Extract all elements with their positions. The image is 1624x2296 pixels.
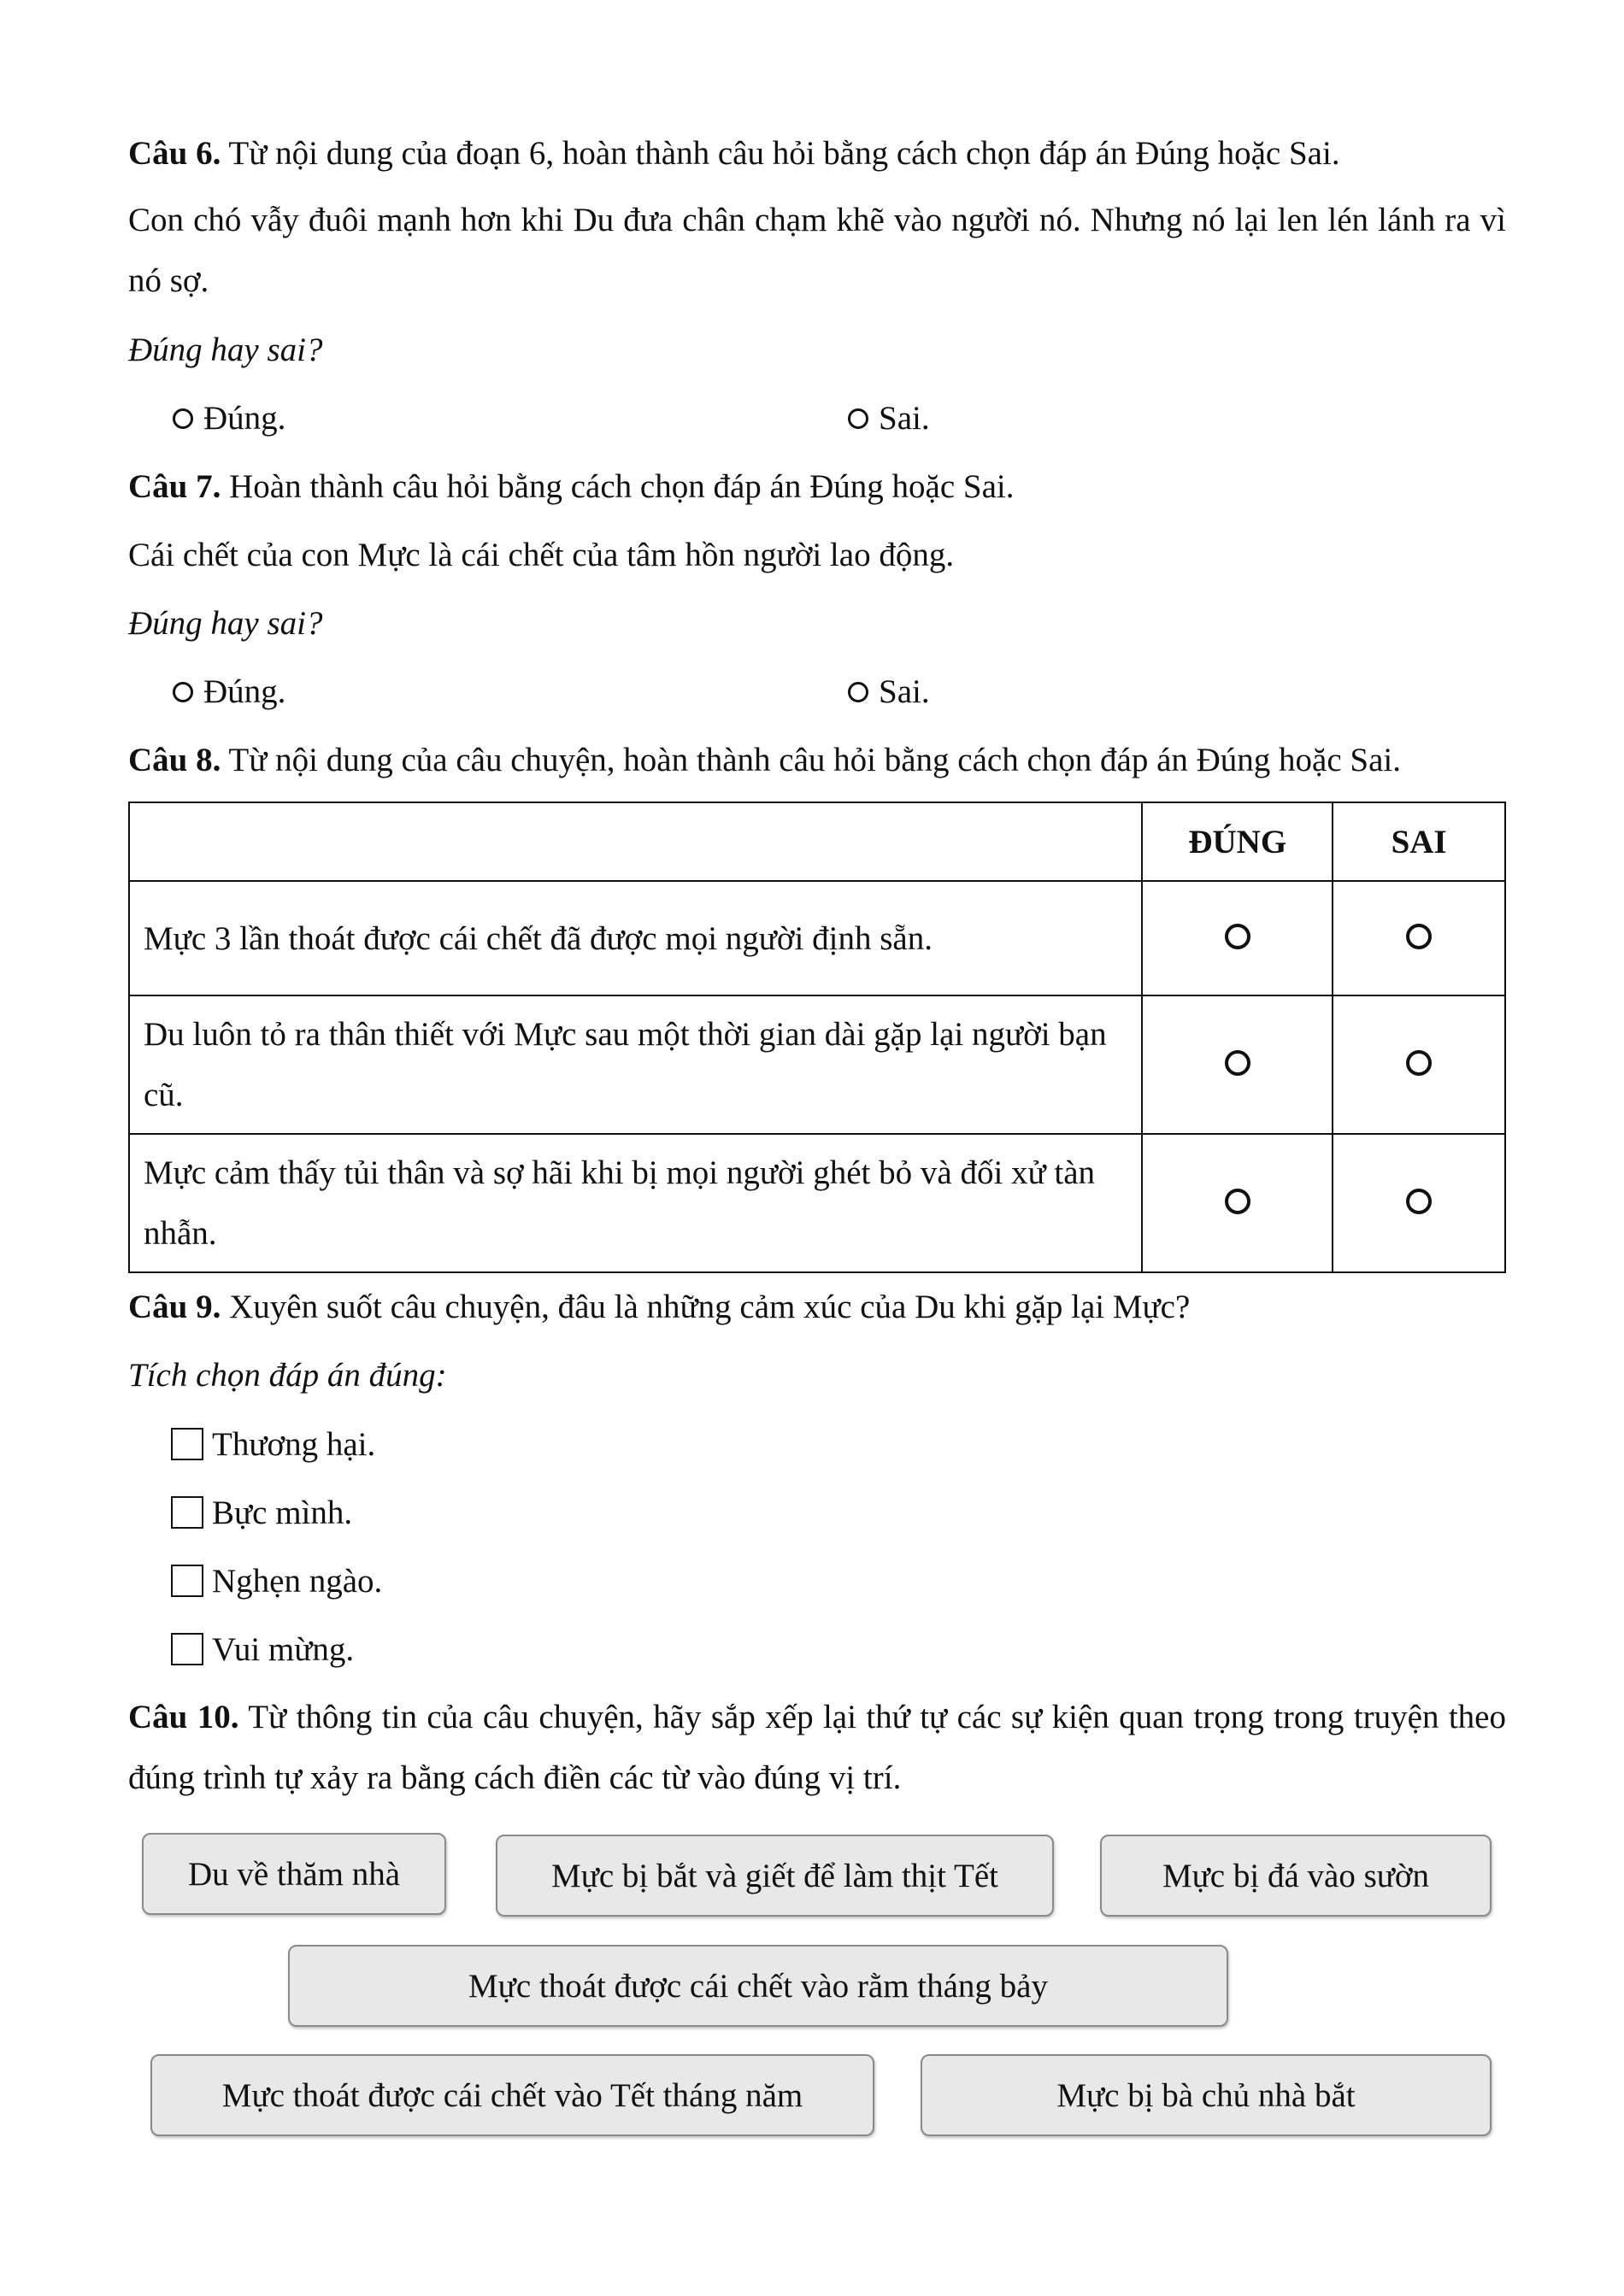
event-chip[interactable]: Mực bị bà chủ nhà bắt xyxy=(921,2054,1492,2136)
q9-option xyxy=(128,1615,1506,1683)
q8-heading xyxy=(128,726,1506,795)
event-chip[interactable]: Du về thăm nhà xyxy=(142,1833,446,1915)
q7-option-true[interactable] xyxy=(173,658,285,726)
table-row xyxy=(129,1134,1505,1272)
q9-option-label: Nghẹn ngào. xyxy=(212,1562,383,1600)
false-radio-button[interactable] xyxy=(1406,1050,1432,1076)
false-radio-button[interactable] xyxy=(1406,1189,1432,1214)
q9-option-label: Bực mình. xyxy=(212,1494,353,1531)
q9-prompt: Xuyên suốt câu chuyện, đâu là những cảm xúc của Du khi gặp lại Mực? xyxy=(221,1289,1191,1325)
event-chip[interactable]: Mực bị bắt và giết để làm thịt Tết xyxy=(496,1835,1054,1917)
table-header-statement xyxy=(129,802,1142,881)
q8-label: Câu 8. xyxy=(128,742,221,778)
q6-statement: Con chó vẫy đuôi mạnh hơn khi Du đưa chân chạm khẽ vào người nó. Nhưng nó lại len lén lánh ra vì nó sợ. xyxy=(128,202,1506,299)
worksheet-page xyxy=(128,120,1506,1808)
table-header-true: ĐÚNG xyxy=(1142,802,1333,881)
q9-label: Câu 9. xyxy=(128,1289,221,1325)
true-radio-button[interactable] xyxy=(1225,924,1250,949)
true-radio-button[interactable] xyxy=(1225,1050,1250,1076)
q9-option xyxy=(128,1410,1506,1478)
radio-circle-icon xyxy=(173,682,193,702)
checkbox[interactable] xyxy=(171,1496,203,1529)
table-row xyxy=(129,995,1505,1134)
q7-option-true-label: Đúng. xyxy=(203,673,286,710)
false-radio-button[interactable] xyxy=(1406,924,1432,949)
false-cell xyxy=(1333,1134,1505,1272)
q6-ask: Đúng hay sai? xyxy=(128,332,323,368)
radio-circle-icon xyxy=(173,408,193,429)
true-radio-button[interactable] xyxy=(1225,1189,1250,1214)
table-header-false: SAI xyxy=(1333,802,1505,881)
q6-option-true-label: Đúng. xyxy=(203,400,286,437)
true-cell xyxy=(1142,995,1333,1134)
event-chip[interactable]: Mực bị đá vào sườn xyxy=(1100,1835,1492,1917)
statement-cell: Mực cảm thấy tủi thân và sợ hãi khi bị mọi người ghét bỏ và đối xử tàn nhẫn. xyxy=(129,1134,1142,1272)
q7-heading xyxy=(128,453,1506,521)
q6-option-true[interactable] xyxy=(173,385,285,453)
q7-prompt: Hoàn thành câu hỏi bằng cách chọn đáp án Đúng hoặc Sai. xyxy=(221,468,1015,505)
radio-circle-icon xyxy=(848,408,868,429)
false-cell xyxy=(1333,995,1505,1134)
q10-prompt: Từ thông tin của câu chuyện, hãy sắp xếp lại thứ tự các sự kiện quan trọng trong truyện theo đúng trình tự xảy ra bằng cách điền các từ vào đúng vị trí. xyxy=(128,1699,1506,1796)
q7-choices xyxy=(128,658,1506,726)
q9-option xyxy=(128,1478,1506,1547)
statement-cell: Mực 3 lần thoát được cái chết đã được mọi người định sẵn. xyxy=(129,881,1142,995)
true-cell xyxy=(1142,1134,1333,1272)
q6-option-false-label: Sai. xyxy=(879,400,930,437)
checkbox[interactable] xyxy=(171,1565,203,1597)
true-cell xyxy=(1142,881,1333,995)
q6-label: Câu 6. xyxy=(128,135,221,172)
checkbox[interactable] xyxy=(171,1428,203,1460)
q8-true-false-table xyxy=(128,802,1506,1273)
q6-heading xyxy=(128,120,1506,188)
event-chip[interactable]: Mực thoát được cái chết vào Tết tháng năm xyxy=(150,2054,874,2136)
statement-cell: Du luôn tỏ ra thân thiết với Mực sau một thời gian dài gặp lại người bạn cũ. xyxy=(129,995,1142,1134)
q9-heading xyxy=(128,1273,1506,1342)
q6-option-false[interactable] xyxy=(848,385,930,453)
q7-label: Câu 7. xyxy=(128,468,221,505)
false-cell xyxy=(1333,881,1505,995)
checkbox[interactable] xyxy=(171,1633,203,1665)
radio-circle-icon xyxy=(848,682,868,702)
table-header-row xyxy=(129,802,1505,881)
event-chip[interactable]: Mực thoát được cái chết vào rằm tháng bảy xyxy=(288,1945,1228,2027)
table-row xyxy=(129,881,1505,995)
q7-option-false[interactable] xyxy=(848,658,930,726)
q8-prompt: Từ nội dung của câu chuyện, hoàn thành câu hỏi bằng cách chọn đáp án Đúng hoặc Sai. xyxy=(221,742,1402,778)
q9-option-label: Vui mừng. xyxy=(212,1630,355,1668)
q7-option-false-label: Sai. xyxy=(879,673,930,710)
q10-label: Câu 10. xyxy=(128,1699,239,1735)
q9-instruction: Tích chọn đáp án đúng: xyxy=(128,1357,447,1394)
q7-statement: Cái chết của con Mực là cái chết của tâm hồn người lao động. xyxy=(128,537,955,573)
q9-option xyxy=(128,1547,1506,1615)
q10-heading xyxy=(128,1687,1506,1808)
q9-option-label: Thương hại. xyxy=(212,1425,376,1463)
q6-choices xyxy=(128,385,1506,453)
q7-ask: Đúng hay sai? xyxy=(128,605,323,642)
q6-prompt: Từ nội dung của đoạn 6, hoàn thành câu hỏi bằng cách chọn đáp án Đúng hoặc Sai. xyxy=(221,135,1340,172)
